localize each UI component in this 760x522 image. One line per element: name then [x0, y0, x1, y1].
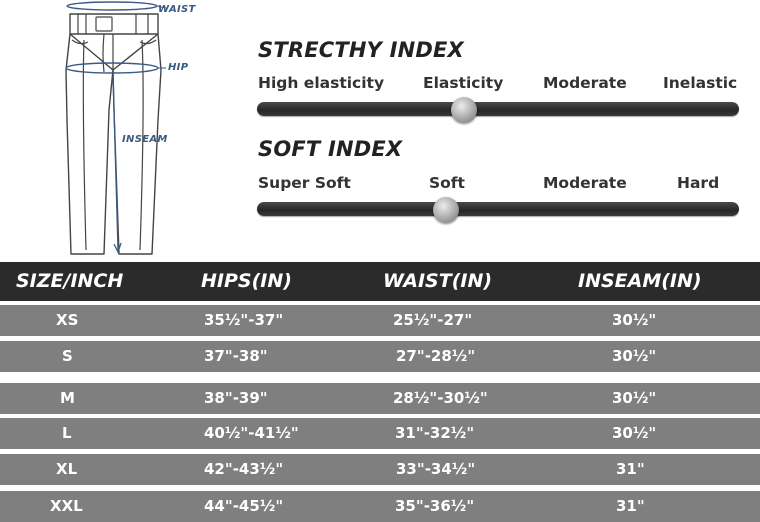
stretch-index-track [257, 102, 739, 116]
header-hips: HIPS(IN) [201, 270, 292, 292]
inseam-cell: 30½" [612, 311, 657, 329]
stretch-scale-label-inelastic: Inelastic [663, 74, 738, 92]
stretch-scale-label-high-elasticity: High elasticity [258, 74, 385, 92]
hips-cell: 40½"-41½" [204, 424, 299, 442]
hip-label: HIP [168, 62, 189, 73]
stretch-scale-label-moderate: Moderate [543, 74, 627, 92]
waist-label: WAIST [158, 4, 196, 15]
waist-cell: 27"-28½" [396, 347, 476, 365]
size-cell: L [62, 424, 72, 442]
inseam-cell: 31" [616, 460, 645, 478]
table-header [0, 262, 760, 301]
pants-measurement-diagram [0, 0, 240, 262]
left-leg [66, 34, 113, 254]
soft-index-track [257, 202, 739, 216]
inseam-cell: 30½" [612, 347, 657, 365]
size-cell: M [60, 389, 75, 407]
stretch-index-title: STRECTHY INDEX [258, 38, 464, 62]
inseam-cell: 31" [616, 497, 645, 515]
waist-cell: 31"-32½" [395, 424, 475, 442]
inseam-cell: 30½" [612, 389, 657, 407]
waist-cell: 28½"-30½" [393, 389, 488, 407]
header-size: SIZE/INCH [16, 270, 124, 292]
waist-cell: 25½"-27" [393, 311, 473, 329]
hips-cell: 44"-45½" [204, 497, 284, 515]
waist-cell: 33"-34½" [396, 460, 476, 478]
inseam-label: INSEAM [122, 134, 168, 145]
soft-scale-label-moderate: Moderate [543, 174, 627, 192]
table-row [0, 418, 760, 449]
soft-index-title: SOFT INDEX [258, 137, 403, 161]
soft-scale-label-super-soft: Super Soft [258, 174, 351, 192]
soft-scale-label-soft: Soft [429, 174, 465, 192]
hips-cell: 42"-43½" [204, 460, 284, 478]
soft-index-knob [433, 197, 459, 223]
header-waist: WAIST(IN) [383, 270, 493, 292]
hips-cell: 35½"-37" [204, 311, 284, 329]
stretch-scale-label-elasticity: Elasticity [423, 74, 504, 92]
inseam-cell: 30½" [612, 424, 657, 442]
table-row [0, 383, 760, 414]
table-row [0, 454, 760, 485]
size-cell: XS [56, 311, 79, 329]
waist-cell: 35"-36½" [395, 497, 475, 515]
size-cell: S [62, 347, 73, 365]
table-row [0, 341, 760, 372]
table-row [0, 305, 760, 336]
soft-scale-label-hard: Hard [677, 174, 720, 192]
size-cell: XL [56, 460, 78, 478]
size-cell: XXL [50, 497, 83, 515]
stretch-index-knob [451, 97, 477, 123]
waistband [70, 14, 158, 34]
table-row [0, 491, 760, 522]
hips-cell: 37"-38" [204, 347, 268, 365]
header-inseam: INSEAM(IN) [578, 270, 702, 292]
waist-measure-ring [67, 2, 157, 10]
hips-cell: 38"-39" [204, 389, 268, 407]
